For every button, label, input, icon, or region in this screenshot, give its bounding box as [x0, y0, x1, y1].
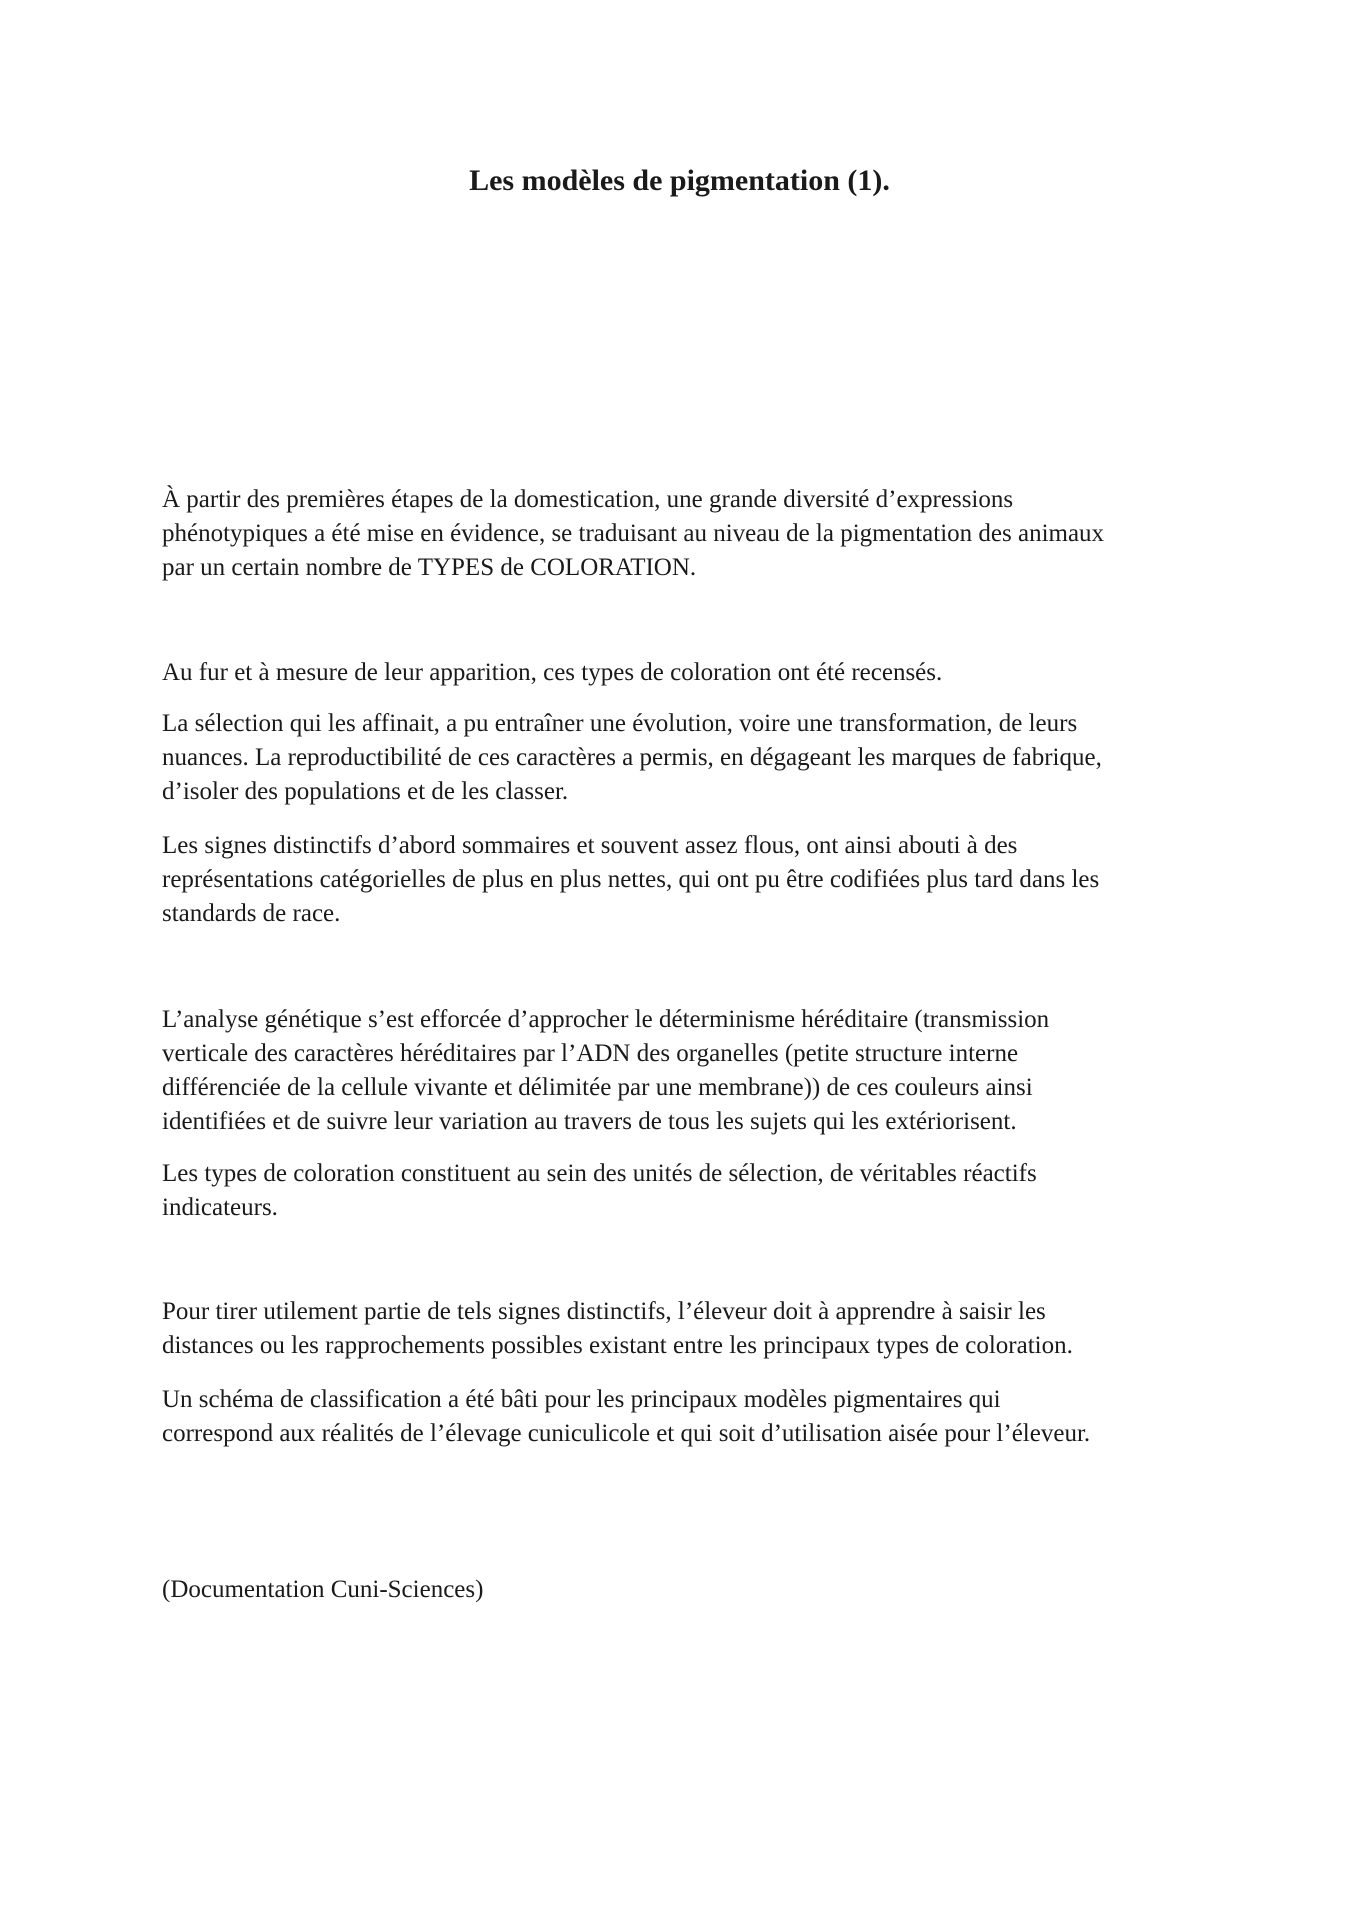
paragraph-eleveur: Pour tirer utilement partie de tels signes distinctifs, l’éleveur doit à apprendre à saisir les distances ou les rapprochements possibles existant entre les principaux types de coloration. [162, 1298, 1073, 1359]
paragraph-classification: Un schéma de classification a été bâti pour les principaux modèles pigmentaires qui correspond aux réalités de l’élevage cuniculicole et qui soit d’utilisation aisée pour l’éleveur. [162, 1386, 1091, 1447]
source-citation: (Documentation Cuni-Sciences) [162, 1576, 484, 1603]
paragraph-reactifs-indicateurs: Les types de coloration constituent au sein des unités de sélection, de véritables réactifs indicateurs. [162, 1160, 1037, 1221]
paragraph-selection: La sélection qui les affinait, a pu entraîner une évolution, voire une transformation, de leurs nuances. La reproductibilité de ces caractères a permis, en dégageant les marques de fabrique, d’isoler des populations et de les classer. [162, 710, 1102, 805]
page-title: Les modèles de pigmentation (1). [469, 164, 890, 197]
paragraph-domestication: À partir des premières étapes de la domestication, une grande diversité d’expressions phénotypiques a été mise en évidence, se traduisant au niveau de la pigmentation des animaux par un certain nombre de TYPES de COLORATION. [162, 486, 1105, 581]
paragraph-signes-distinctifs: Les signes distinctifs d’abord sommaires et souvent assez flous, ont ainsi abouti à des représentations catégorielles de plus en plus nettes, qui ont pu être codifiées plus tard dans les standards de race. [162, 832, 1100, 927]
paragraph-analyse-genetique: L’analyse génétique s’est efforcée d’approcher le déterminisme héréditaire (transmission verticale des caractères héréditaires par l’ADN des organelles (petite structure interne différenciée de la cellule vivante et délimitée par une membrane)) de ces couleurs ainsi identifiées et de suivre leur variation au travers de tous les sujets qui les extériorisent. [162, 1006, 1050, 1135]
paragraph-recensement: Au fur et à mesure de leur apparition, ces types de coloration ont été recensés. [162, 659, 943, 686]
